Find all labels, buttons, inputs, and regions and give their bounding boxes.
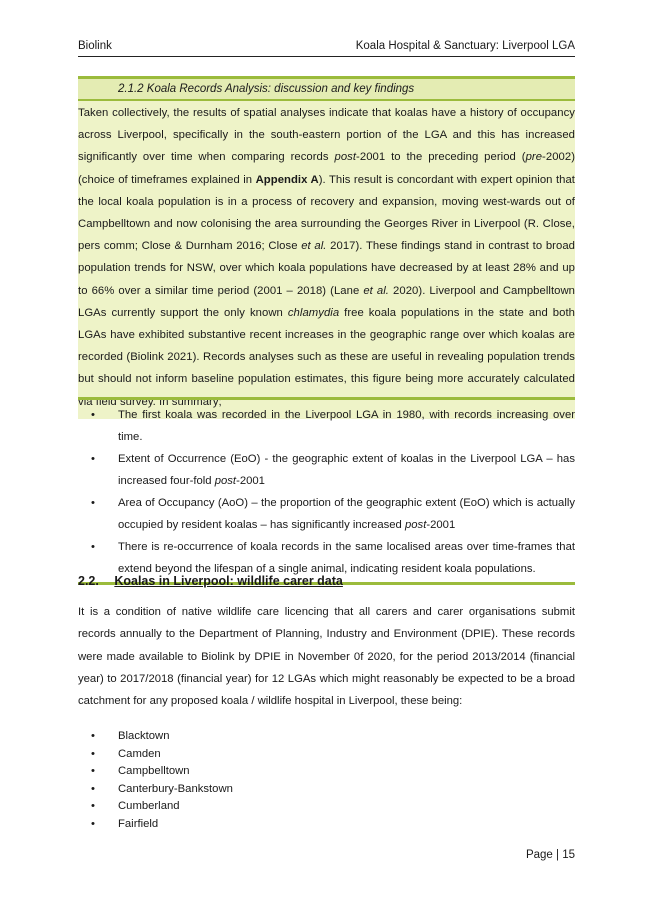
section-number: 2.2. bbox=[78, 574, 99, 588]
bullet-icon: • bbox=[91, 409, 95, 421]
findings-run: Appendix A bbox=[255, 173, 319, 186]
lga-list-item bbox=[78, 728, 378, 746]
lga-list-item bbox=[78, 781, 378, 799]
summary-bullets-box bbox=[78, 397, 575, 585]
summary-bullet-run: There is re-occurrence of koala records in the same localised areas over time-frames that extend beyond the lifespan of a single animal, indicating resident koala populations. bbox=[118, 541, 575, 575]
lga-name: Fairfield bbox=[118, 817, 159, 830]
lga-list bbox=[78, 728, 378, 834]
summary-bullet-run: The first koala was recorded in the Liverpool LGA in 1980, with records increasing over time. bbox=[118, 409, 575, 443]
findings-run: -2002) (choice of timeframes explained in bbox=[78, 151, 576, 186]
section-title: Koalas in Liverpool: wildlife carer data bbox=[114, 574, 343, 588]
summary-bullet-run: Area of Occupancy (AoO) – the proportion of the geographic extent (EoO) which is actually occupied by resident koalas – has significantly increased bbox=[118, 497, 575, 531]
lga-list-item bbox=[78, 798, 378, 816]
findings-run: chlamydia bbox=[287, 306, 340, 319]
findings-run: free koala populations in the state and both LGAs have exhibited substantive recent increases in the geographic range over which koalas are recorded (Biolink 2021). Records analyses such as these are useful in revealing population trends but should not inform baseline population estimates, this figure being more accurately calculated via field survey. In summary; bbox=[78, 306, 575, 408]
findings-run: ). This result is concordant with expert opinion that the local koala population is in a process of recovery and expansion, moving west-wards out of Campbelltown and now colonising the area surrounding the Georges River in Liverpool (R. Close, pers comm; Close & Durnham 2016; Close bbox=[78, 173, 575, 253]
key-findings-box bbox=[78, 76, 575, 419]
lga-list-item bbox=[78, 746, 378, 764]
bullet-icon: • bbox=[91, 800, 95, 813]
findings-run: et al. bbox=[363, 284, 389, 297]
header-project-title: Koala Hospital & Sanctuary: Liverpool LGA bbox=[355, 40, 575, 52]
section-heading bbox=[78, 574, 343, 588]
lga-name: Blacktown bbox=[118, 730, 170, 742]
lga-name: Campbelltown bbox=[118, 765, 190, 778]
summary-bullet-run: post bbox=[214, 475, 237, 487]
findings-run: et al. bbox=[301, 240, 327, 253]
summary-bullet-run: -2001 bbox=[236, 475, 265, 487]
findings-run: pre bbox=[525, 151, 543, 164]
summary-bullet-run: -2001 bbox=[426, 519, 456, 531]
findings-run: Taken collectively, the results of spatial analyses indicate that koalas have a history of occupancy across Liverpool, specifically in the south-eastern portion of the LGA and this has increased significantly over time when comparing records bbox=[78, 107, 575, 164]
summary-bullet-list bbox=[78, 404, 575, 580]
summary-bullet-run: Extent of Occurrence (EoO) - the geographic extent of koalas in the Liverpool LGA – has increased four-fold bbox=[118, 453, 575, 487]
page-number: Page | 15 bbox=[525, 849, 575, 861]
lga-name: Canterbury-Bankstown bbox=[118, 782, 233, 795]
lga-list-item bbox=[78, 763, 378, 781]
bullet-icon: • bbox=[91, 747, 95, 760]
findings-run: post bbox=[334, 151, 357, 164]
findings-run: 2017). These findings stand in contrast to broad population trends for NSW, over which koala populations have decreased by at least 28% and up to 66% over a similar time period (2001 – 2018) (Lane bbox=[78, 240, 575, 297]
bullet-icon: • bbox=[91, 453, 95, 465]
header-company: Biolink bbox=[78, 40, 112, 52]
bullet-icon: • bbox=[91, 765, 95, 778]
bullet-icon: • bbox=[91, 817, 95, 830]
findings-paragraph bbox=[78, 101, 575, 419]
summary-bullet-run: post bbox=[404, 519, 427, 531]
carer-data-paragraph: It is a condition of native wildlife care licencing that all carers and carer organisations submit records annually to the Department of Planning, Industry and Environment (DPIE). These records were made available to Biolink by DPIE in November 0f 2020, for the period 2013/2014 (financial year) to 2017/2018 (financial year) for 12 LGAs which might reasonably be expected to be a broad catchment for any proposed koala / wildlife hospital in Liverpool, these being: bbox=[78, 606, 575, 708]
lga-name: Camden bbox=[118, 747, 161, 760]
summary-bullet-item bbox=[78, 404, 575, 448]
lga-name: Cumberland bbox=[118, 800, 180, 813]
page-header bbox=[78, 40, 575, 57]
findings-run: -2001 to the preceding period ( bbox=[356, 151, 526, 164]
bullet-icon: • bbox=[91, 541, 95, 553]
summary-bullet-item bbox=[78, 492, 575, 536]
summary-bullet-item bbox=[78, 448, 575, 492]
findings-run: 2020). Liverpool and Campbelltown LGAs currently support the only known bbox=[78, 284, 576, 319]
subsection-heading: 2.1.2 Koala Records Analysis: discussion and key findings bbox=[78, 79, 575, 101]
bullet-icon: • bbox=[91, 730, 95, 742]
bullet-icon: • bbox=[91, 497, 95, 509]
lga-list-item bbox=[78, 816, 378, 834]
bullet-icon: • bbox=[91, 782, 95, 795]
